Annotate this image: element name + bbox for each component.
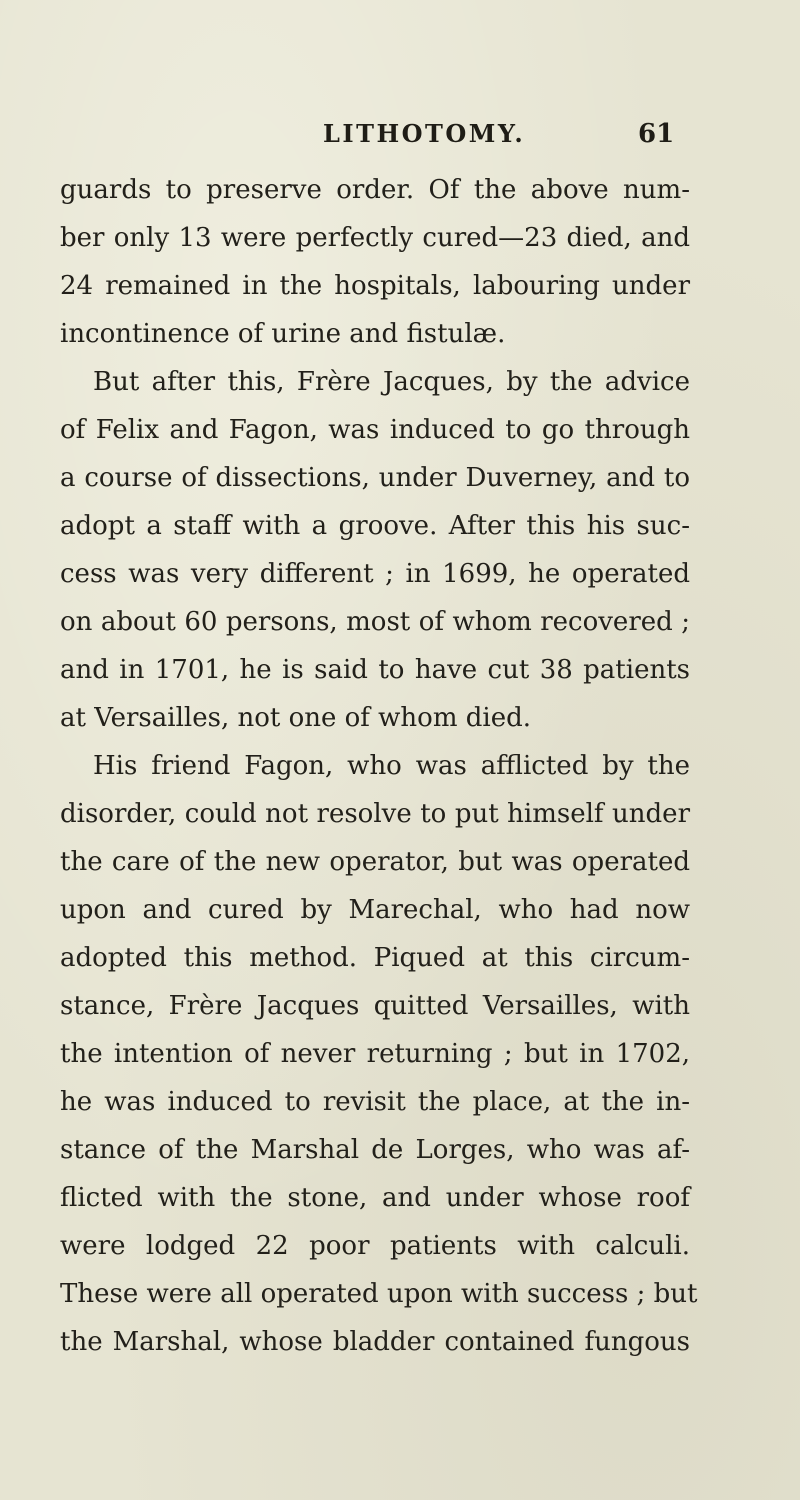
text-line: ber only 13 were perfectly cured—23 died, and — [60, 223, 690, 253]
text-line: stance of the Marshal de Lorges, who was af- — [60, 1135, 690, 1165]
text-line: His friend Fagon, who was afflicted by the — [93, 751, 690, 781]
text-line: the care of the new operator, but was operated — [60, 847, 690, 877]
text-line: upon and cured by Marechal, who had now — [60, 895, 690, 925]
text-line: But after this, Frère Jacques, by the advice — [93, 367, 690, 397]
text-line: the Marshal, whose bladder contained fungous — [60, 1327, 690, 1357]
text-line: he was induced to revisit the place, at the in- — [60, 1087, 690, 1117]
text-line: and in 1701, he is said to have cut 38 patients — [60, 655, 690, 685]
text-line: the intention of never returning ; but in 1702, — [60, 1039, 690, 1069]
text-line: adopt a staff with a groove. After this his suc- — [60, 511, 690, 541]
body-text — [60, 166, 698, 1366]
text-line: incontinence of urine and fistulæ. — [60, 319, 506, 349]
text-line: These were all operated upon with success ; but — [60, 1279, 698, 1309]
running-title: LITHOTOMY. — [323, 119, 526, 148]
text-line: disorder, could not resolve to put himself under — [60, 799, 690, 829]
text-line: a course of dissections, under Duverney, and to — [60, 463, 690, 493]
text-line: flicted with the stone, and under whose roof — [60, 1183, 690, 1213]
text-line: stance, Frère Jacques quitted Versailles, with — [60, 991, 690, 1021]
running-head — [0, 118, 800, 158]
text-line: adopted this method. Piqued at this circum- — [60, 943, 690, 973]
text-line: cess was very different ; in 1699, he operated — [60, 559, 690, 589]
text-line: guards to preserve order. Of the above num- — [60, 175, 690, 205]
text-line: on about 60 persons, most of whom recovered ; — [60, 607, 690, 637]
text-line: 24 remained in the hospitals, labouring under — [60, 271, 690, 301]
text-line: at Versailles, not one of whom died. — [60, 703, 531, 733]
text-line: of Felix and Fagon, was induced to go through — [60, 415, 690, 445]
text-line: were lodged 22 poor patients with calculi. — [60, 1231, 690, 1261]
page-number: 61 — [638, 119, 675, 149]
